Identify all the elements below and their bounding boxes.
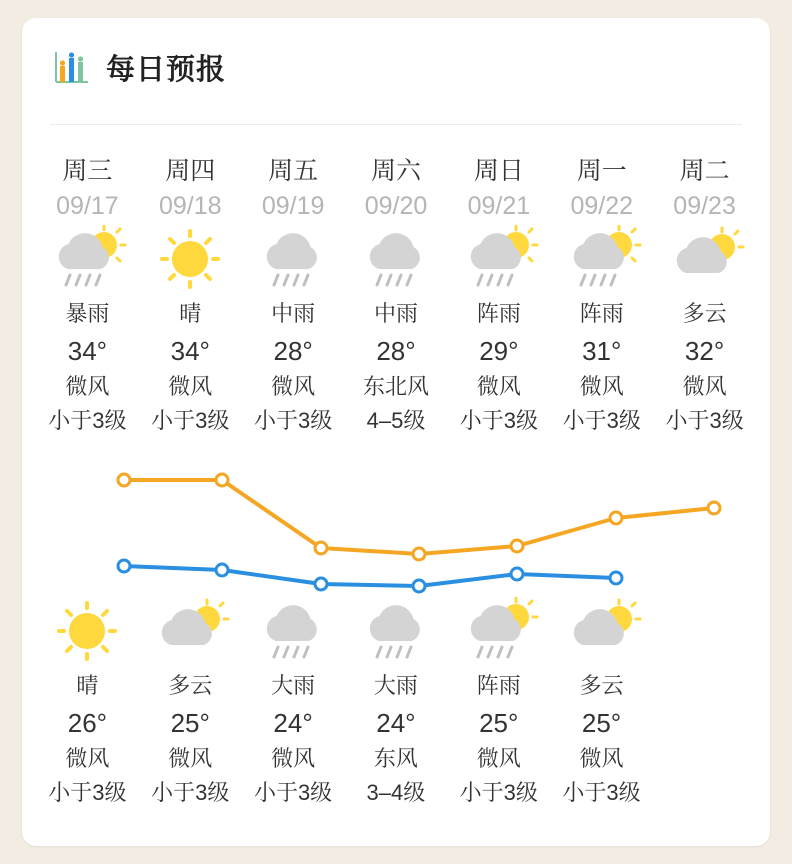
wind-level: 小于3级 [48, 408, 127, 433]
day-label: 周三 [62, 157, 113, 185]
top-col-2[interactable] [242, 154, 345, 188]
date-label: 09/22 [570, 192, 633, 220]
condition-label: 晴 [76, 673, 99, 698]
wind-level: 小于3级 [459, 408, 538, 433]
condition-label: 多云 [168, 673, 213, 698]
wind-direction: 微风 [476, 746, 521, 771]
condition-label: 中雨 [271, 301, 316, 326]
temperature-value: 31° [582, 336, 622, 366]
condition-label: 暴雨 [65, 301, 110, 326]
condition-label: 晴 [179, 301, 202, 326]
bottom-col-2[interactable] [242, 596, 345, 668]
wind-level: 小于3级 [665, 408, 744, 433]
day-label: 周日 [473, 157, 524, 185]
temperature-value: 28° [273, 336, 313, 366]
wind-level: 小于3级 [151, 408, 230, 433]
wind-direction: 微风 [579, 746, 624, 771]
wind-direction: 微风 [476, 374, 521, 399]
bottom-windlevel-row [36, 776, 653, 810]
temperature-value: 28° [376, 336, 416, 366]
bottom-temp-row [36, 704, 653, 742]
condition-label: 中雨 [374, 301, 419, 326]
top-temp-row [36, 332, 756, 370]
date-label: 09/18 [159, 192, 222, 220]
bottom-icon-row [36, 596, 653, 668]
top-wind-row [36, 370, 756, 404]
top-col-1[interactable] [139, 154, 242, 188]
page-title: 每日预报 [106, 53, 227, 86]
bottom-col-4[interactable] [447, 596, 550, 668]
daily-forecast-card [22, 18, 770, 846]
condition-label: 多云 [682, 301, 727, 326]
wind-direction: 微风 [682, 374, 727, 399]
date-label: 09/19 [261, 192, 325, 220]
cloud-rain-icon [242, 596, 345, 668]
wind-direction: 微风 [168, 374, 213, 399]
temperature-value: 29° [479, 336, 519, 366]
bottom-condition-row [36, 668, 653, 704]
condition-label: 阵雨 [476, 301, 521, 326]
cloud-sun-rain-icon [550, 224, 653, 296]
wind-level: 小于3级 [253, 780, 333, 805]
bottom-wind-row [36, 742, 653, 776]
wind-level: 小于3级 [254, 408, 333, 433]
day-label: 周六 [371, 157, 422, 185]
bottom-forecast-block [36, 596, 756, 810]
wind-direction: 微风 [65, 374, 110, 399]
wind-direction: 东风 [373, 746, 418, 771]
bar-chart-icon [50, 46, 92, 88]
day-label: 周一 [576, 157, 627, 185]
wind-direction: 微风 [271, 746, 316, 771]
top-col-0[interactable] [36, 154, 139, 188]
temperature-value: 34° [67, 336, 108, 366]
temperature-value: 24° [376, 708, 416, 738]
cloud-rain-icon [242, 224, 345, 296]
condition-label: 阵雨 [476, 673, 521, 698]
wind-direction: 微风 [271, 374, 316, 399]
bottom-col-5[interactable] [550, 596, 653, 668]
card-header [22, 18, 770, 88]
cloud-sun-icon [139, 596, 242, 668]
temperature-value: 25° [170, 708, 210, 738]
temperature-value: 25° [581, 708, 622, 738]
date-label: 09/23 [673, 192, 736, 220]
sun-icon [139, 224, 242, 296]
top-col-6[interactable] [653, 154, 756, 188]
day-label: 周五 [268, 157, 319, 185]
top-windlevel-row [36, 404, 756, 438]
cloud-sun-icon [653, 224, 756, 296]
bottom-col-0[interactable] [36, 596, 139, 668]
wind-direction: 东北风 [363, 374, 430, 399]
wind-level: 4–5级 [366, 408, 426, 433]
wind-level: 3–4级 [366, 780, 426, 805]
header-divider [50, 124, 742, 125]
top-col-4[interactable] [447, 154, 550, 188]
top-date-row [36, 188, 756, 224]
cloud-sun-rain-icon [36, 224, 139, 296]
cloud-sun-rain-icon [447, 596, 550, 668]
wind-level: 小于3级 [562, 408, 641, 433]
low-temp-line [124, 566, 616, 586]
bottom-col-3[interactable] [344, 596, 447, 668]
wind-direction: 微风 [65, 746, 110, 771]
cloud-sun-rain-icon [447, 224, 550, 296]
top-col-3[interactable] [345, 154, 448, 188]
sun-icon [36, 596, 139, 668]
wind-level: 小于3级 [151, 780, 230, 805]
temperature-value: 34° [170, 336, 210, 366]
top-icon-row [36, 224, 756, 296]
cloud-rain-icon [344, 596, 447, 668]
temperature-value: 25° [479, 708, 519, 738]
temperature-trend-chart [36, 458, 756, 618]
temperature-value: 24° [273, 708, 313, 738]
top-condition-row [36, 296, 756, 332]
temperature-value: 32° [684, 336, 725, 366]
top-col-5[interactable] [550, 154, 653, 188]
wind-direction: 微风 [579, 374, 624, 399]
condition-label: 大雨 [271, 673, 316, 698]
top-forecast-block [36, 154, 756, 438]
date-label: 09/17 [56, 192, 119, 220]
wind-level: 小于3级 [562, 780, 641, 805]
high-temp-line [124, 480, 714, 554]
wind-direction: 微风 [168, 746, 213, 771]
top-dayname-row [36, 154, 756, 188]
date-label: 09/21 [467, 192, 531, 220]
condition-label: 阵雨 [579, 301, 624, 326]
cloud-sun-icon [550, 596, 653, 668]
temperature-value: 26° [67, 708, 108, 738]
date-label: 09/20 [364, 192, 428, 220]
wind-level: 小于3级 [459, 780, 538, 805]
wind-level: 小于3级 [48, 780, 127, 805]
day-label: 周二 [679, 157, 730, 185]
condition-label: 多云 [579, 673, 624, 698]
day-label: 周四 [165, 157, 216, 185]
bottom-col-1[interactable] [139, 596, 242, 668]
condition-label: 大雨 [373, 673, 418, 698]
cloud-rain-icon [345, 224, 448, 296]
